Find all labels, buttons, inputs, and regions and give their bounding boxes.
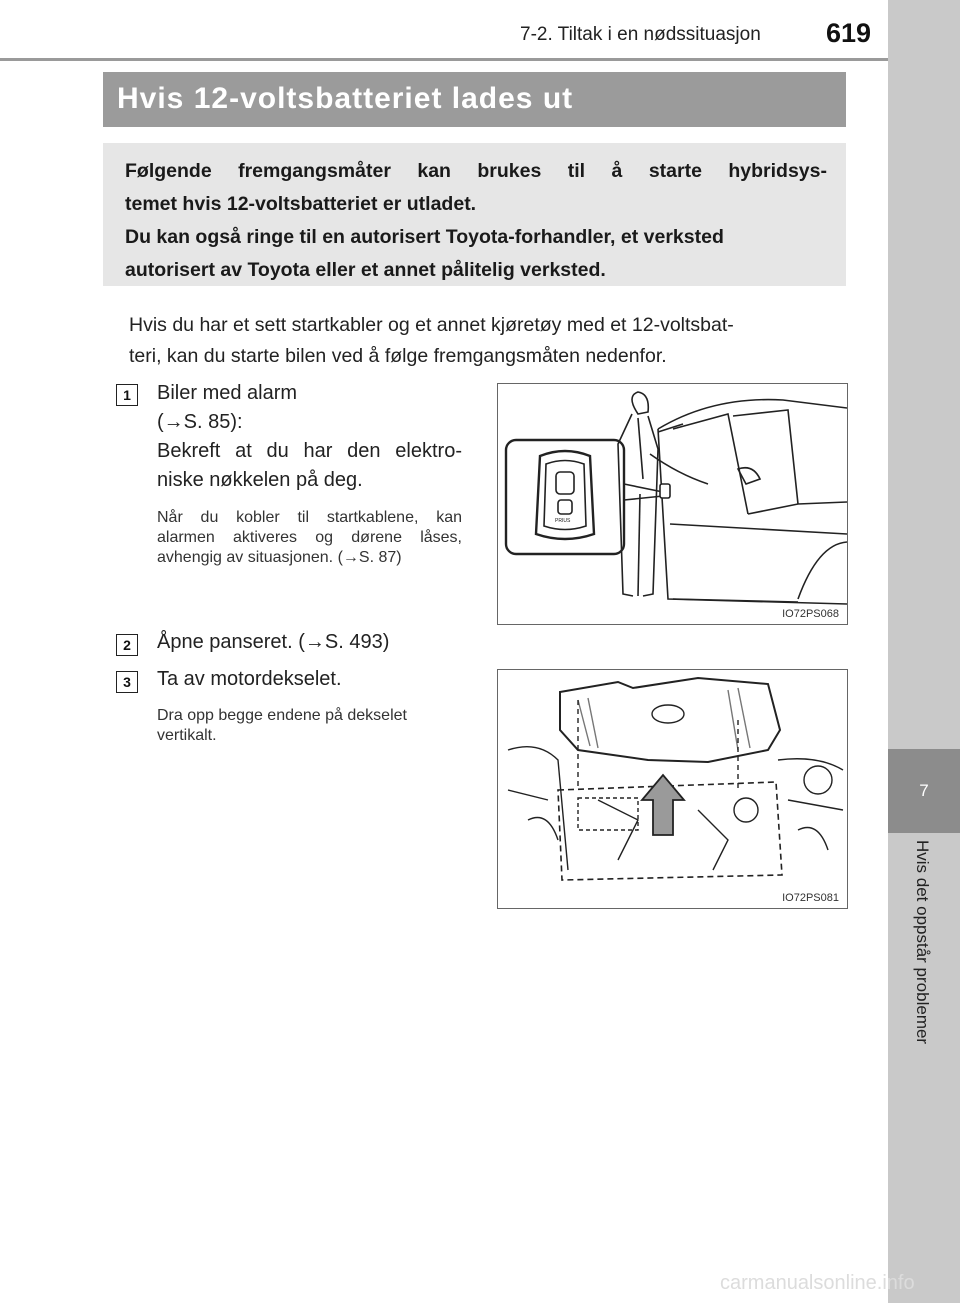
lead-paragraph: [129, 310, 844, 372]
step-number-2: 2: [116, 634, 138, 656]
figure-smart-key: [497, 383, 848, 625]
figure-code-2: IO72PS081: [782, 892, 839, 904]
intro-line-4: autorisert av Toyota eller et annet pålitelig verksted.: [125, 259, 606, 281]
intro-line-3: Du kan også ringe til en autorisert Toyota-forhandler, et verksted: [125, 226, 724, 248]
header-rule: [0, 58, 888, 61]
figure-engine-cover: [497, 669, 848, 909]
step-1-line-1: Biler med alarm: [157, 382, 298, 404]
watermark: carmanualsonline.info: [720, 1272, 915, 1294]
step-1-line-4: niske nøkkelen på deg.: [157, 469, 363, 491]
title-bar: [103, 72, 846, 127]
step-1-note-line-1: Når du kobler til startkablene, kan: [157, 509, 462, 526]
intro-line-1: Følgende fremgangsmåter kan brukes til å starte hybridsys-: [125, 160, 827, 182]
figure-smart-key-illustration: [498, 384, 847, 624]
step-2-text: Åpne panseret. (→S. 493): [157, 631, 390, 653]
chapter-number: 7: [888, 749, 960, 833]
page-title: Hvis 12-voltsbatteriet lades ut: [117, 82, 574, 115]
step-3-text: Ta av motordekselet.: [157, 668, 342, 690]
step-1-note-line-3: avhengig av situasjonen. (→S. 87): [157, 549, 402, 566]
intro-box: [103, 143, 846, 286]
step-3-note-line-2: vertikalt.: [157, 727, 217, 744]
chapter-label: [912, 840, 936, 1080]
page-number: 619: [826, 18, 872, 48]
step-1-note: [157, 508, 462, 568]
header-section: 7-2. Tiltak i en nødssituasjon: [520, 24, 761, 45]
step-1-note-line-2: alarmen aktiveres og dørene låses,: [157, 529, 462, 546]
figure-code-1: IO72PS068: [782, 608, 839, 620]
lead-line-2: teri, kan du starte bilen ved å følge fremgangsmåten nedenfor.: [129, 345, 667, 367]
step-1-text: [157, 379, 462, 495]
lead-line-1: Hvis du har et sett startkabler og et annet kjøretøy med et 12-voltsbat-: [129, 314, 734, 336]
intro-line-2: temet hvis 12-voltsbatteriet er utladet.: [125, 193, 477, 215]
key-label: PRIUS: [555, 518, 571, 524]
step-3-note-line-1: Dra opp begge endene på dekselet: [157, 707, 407, 724]
step-3-note: [157, 706, 477, 746]
step-number-3: 3: [116, 671, 138, 693]
step-1-line-2: (→S. 85):: [157, 411, 243, 433]
intro-text: [125, 155, 827, 287]
step-1-line-3: Bekreft at du har den elektro-: [157, 440, 462, 462]
chapter-label-text: Hvis det oppstår problemer: [913, 840, 932, 1045]
step-number-1: 1: [116, 384, 138, 406]
side-tab: [888, 0, 960, 1303]
figure-engine-cover-illustration: [498, 670, 847, 908]
